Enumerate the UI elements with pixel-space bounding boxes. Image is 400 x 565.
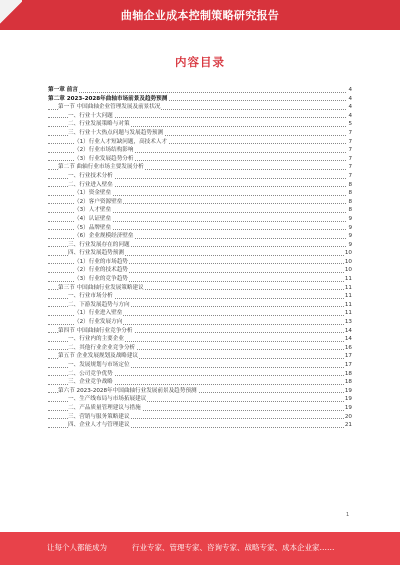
toc-entry-page: 9 [348, 233, 352, 240]
toc-entry-title: 一、生产线布局与市场拓展建议 [68, 396, 147, 403]
toc-entry[interactable] [48, 120, 352, 129]
toc-entry-title: （3）行业的竞争趋势 [74, 276, 128, 283]
toc-entry-page: 19 [344, 387, 352, 394]
toc-entry-title: （4）认证壁垒 [74, 215, 112, 222]
toc-entry-title: （2）客户资源壁垒 [74, 198, 123, 205]
toc-entry-title: （2）行业的技术趋势 [74, 267, 128, 274]
toc-entry-page: 8 [348, 207, 352, 214]
toc-entry-title: 二、产品质量管理建议与措施 [68, 404, 141, 411]
toc-entry-page: 4 [348, 95, 352, 102]
toc-entry[interactable] [48, 361, 352, 370]
toc-entry-title: （2）行业市场结构影响 [74, 147, 134, 154]
toc-entry-title: （1）行业的市场趋势 [74, 258, 128, 265]
toc-entry[interactable] [48, 138, 352, 147]
toc-entry-title: 一、行业技术分析 [68, 172, 113, 179]
toc-entry-title: （5）品牌壁垒 [74, 224, 112, 231]
toc-entry-page: 7 [348, 155, 352, 162]
toc-entry-title: 四、行业发展趋势预测 [68, 250, 124, 257]
toc-entry-page: 4 [348, 112, 352, 119]
toc-entry-title: （1）行业进入壁垒 [74, 310, 123, 317]
toc-entry-title: 二、行业发展策略与对策 [68, 121, 130, 128]
toc-entry[interactable] [48, 292, 352, 301]
toc-entry[interactable] [48, 172, 352, 181]
toc-entry-title: 第一章 前言 [48, 87, 78, 93]
toc-entry[interactable] [48, 275, 352, 284]
toc-entry[interactable] [48, 395, 352, 404]
toc-entry[interactable] [48, 86, 352, 95]
toc-entry-title: 第二章 2023-2028年曲轴市场前景及趋势预测 [48, 95, 168, 102]
toc-entry-title: 二、下游发展趋势与方向 [68, 301, 130, 308]
toc-entry[interactable] [48, 266, 352, 275]
toc-entry[interactable] [48, 224, 352, 233]
footer-slogan-right: 行业专家、管理专家、咨询专家、战略专家、成本企业家…… [132, 543, 335, 552]
toc-entry-title: 第五节 企业发展规划及战略建议 [58, 353, 139, 360]
toc-entry[interactable] [48, 155, 352, 164]
toc-entry-page: 5 [348, 121, 352, 128]
toc-entry-page: 7 [348, 138, 352, 145]
toc-entry[interactable] [48, 370, 352, 379]
toc-entry[interactable] [48, 189, 352, 198]
report-header [0, 0, 400, 30]
toc-entry[interactable] [48, 206, 352, 215]
toc-entry-title: 一、行业内的主要企业 [68, 336, 124, 343]
toc-entry-page: 17 [344, 353, 352, 360]
toc-entry-page: 10 [344, 267, 352, 274]
toc-entry[interactable] [48, 318, 352, 327]
footer-banner [0, 532, 400, 565]
toc-entry[interactable] [48, 146, 352, 155]
toc-entry-page: 14 [344, 327, 352, 334]
toc-entry-page: 7 [348, 147, 352, 154]
table-of-contents [48, 86, 352, 430]
toc-entry-title: 一、行业市场分析 [68, 293, 113, 300]
toc-entry-page: 4 [348, 87, 352, 93]
toc-entry-title: 二、行业进入壁垒 [68, 181, 113, 188]
toc-entry[interactable] [48, 404, 352, 413]
toc-entry-title: 二、其他行业企业竞争分析 [68, 344, 136, 351]
toc-entry-page: 7 [348, 172, 352, 179]
toc-entry-title: （2）行业发展方向 [74, 319, 123, 326]
toc-entry-page: 18 [344, 370, 352, 377]
toc-entry[interactable] [48, 112, 352, 121]
toc-entry-title: 第一节 中国曲轴企业管理发展及前景状况 [58, 104, 161, 111]
toc-entry-title: 三、企业竞争战略 [68, 379, 113, 386]
toc-entry[interactable] [48, 181, 352, 190]
toc-entry-page: 18 [344, 379, 352, 386]
toc-entry-title: 第三节 中国曲轴行业发展策略建议 [58, 284, 144, 291]
toc-entry[interactable] [48, 335, 352, 344]
toc-entry-title: （3）行业发展趋势分析 [74, 155, 134, 162]
footer-slogan-left: 让每个人都能成为 [47, 543, 107, 552]
toc-entry-title: 一、发展规划与市场定位 [68, 362, 130, 368]
toc-entry[interactable] [48, 413, 352, 422]
toc-entry-page: 16 [344, 344, 352, 351]
toc-entry-page: 7 [348, 129, 352, 136]
toc-entry-title: （6）企业规模经济壁垒 [74, 233, 134, 240]
toc-entry-title: 三、行业十大热点问题与发展趋势预测 [68, 129, 164, 136]
toc-entry[interactable] [48, 249, 352, 258]
toc-entry-page: 7 [348, 164, 352, 171]
toc-entry[interactable] [48, 258, 352, 267]
toc-entry-page: 9 [348, 215, 352, 222]
toc-entry[interactable] [48, 215, 352, 224]
toc-entry-title: （3）人才壁垒 [74, 207, 112, 214]
toc-entry-title: 第六节 2023-2028年中国曲轴行业发展前景及趋势预测 [58, 387, 197, 394]
toc-entry-page: 8 [348, 198, 352, 205]
toc-entry-page: 8 [348, 181, 352, 188]
toc-entry-title: 三、营销与服务策略建议 [68, 413, 130, 420]
toc-entry[interactable] [48, 378, 352, 387]
toc-entry[interactable] [48, 232, 352, 241]
toc-entry-title: 第二节 曲轴行业市场主要发展分析 [58, 164, 144, 171]
toc-entry-page: 8 [348, 190, 352, 197]
toc-entry[interactable] [48, 387, 352, 396]
toc-entry-page: 9 [348, 241, 352, 248]
toc-entry[interactable] [48, 301, 352, 310]
toc-entry[interactable] [48, 103, 352, 112]
page-number: 1 [346, 512, 350, 518]
toc-entry-page: 19 [344, 404, 352, 411]
toc-entry-title: （1）资金壁垒 [74, 190, 112, 197]
toc-entry-page: 21 [344, 422, 352, 429]
toc-entry-page: 11 [344, 310, 352, 317]
toc-entry-page: 13 [344, 319, 352, 326]
toc-entry[interactable] [48, 163, 352, 172]
toc-entry-title: 第四节 中国曲轴行业竞争分析 [58, 327, 133, 334]
toc-entry-page: 11 [344, 293, 352, 300]
toc-entry[interactable] [48, 129, 352, 138]
toc-entry-title: 三、行业发展存在的问题 [68, 241, 130, 248]
toc-entry-page: 11 [344, 276, 352, 283]
toc-entry[interactable] [48, 284, 352, 293]
toc-entry-page: 4 [348, 104, 352, 111]
toc-entry-page: 9 [348, 224, 352, 231]
toc-entry-page: 11 [344, 284, 352, 291]
toc-title: 内容目录 [175, 55, 225, 69]
toc-entry-title: 一、行业十大问题 [68, 112, 113, 119]
toc-entry-title: 二、公司竞争优势 [68, 370, 113, 377]
toc-entry-page: 14 [344, 336, 352, 343]
toc-entry-title: 四、企业人才与管理建议 [68, 422, 130, 429]
toc-entry[interactable] [48, 198, 352, 207]
toc-entry[interactable] [48, 352, 352, 361]
report-title: 曲轴企业成本控制策略研究报告 [120, 9, 280, 22]
toc-entry[interactable] [48, 241, 352, 250]
toc-entry-page: 17 [344, 362, 352, 368]
toc-entry[interactable] [48, 95, 352, 104]
toc-entry-page: 19 [344, 396, 352, 403]
toc-entry[interactable] [48, 421, 352, 430]
toc-entry[interactable] [48, 344, 352, 353]
toc-entry-page: 11 [344, 301, 352, 308]
toc-entry-page: 20 [344, 413, 352, 420]
toc-entry-page: 10 [344, 250, 352, 257]
toc-leader-dots [48, 92, 346, 93]
toc-entry-page: 10 [344, 258, 352, 265]
toc-entry[interactable] [48, 309, 352, 318]
toc-entry-title: （1）行业人才短缺问题，高技术人才 [74, 138, 168, 145]
toc-entry[interactable] [48, 327, 352, 336]
